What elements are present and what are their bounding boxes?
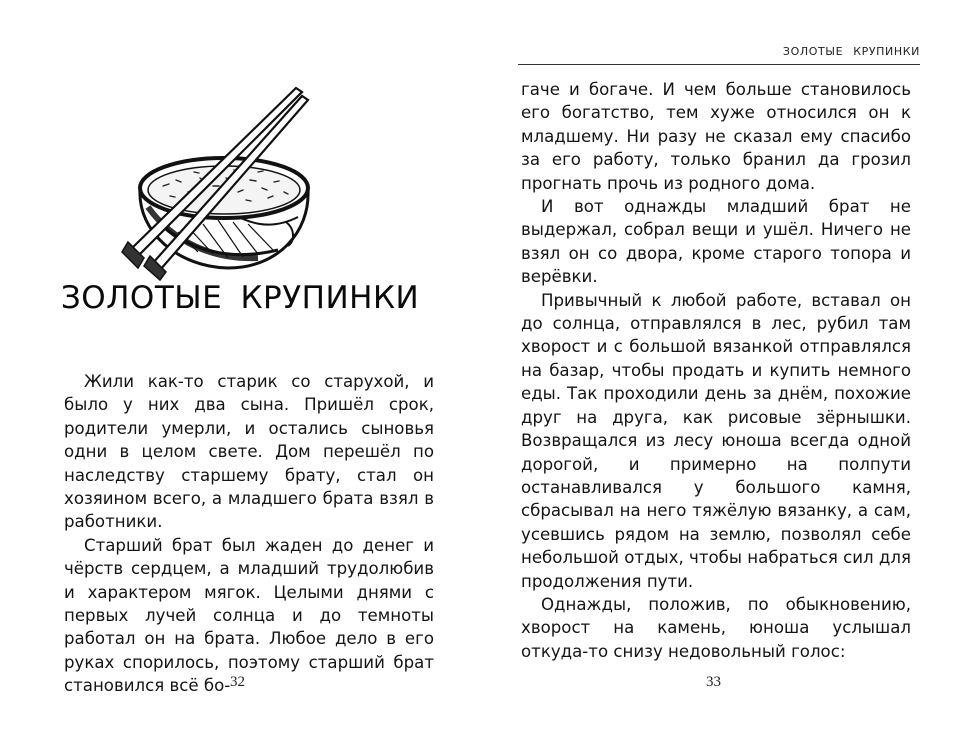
paragraph: Однажды, положив, по обыкновению, хворост на камень, юноша услышал откуда-то снизу недовольный голос: <box>521 594 911 661</box>
body-text-right <box>521 78 911 663</box>
right-page <box>480 0 960 730</box>
paragraph: Привычный к любой работе, вставал он до солнца, отправлялся в лес, рубил там хворост и с большой вязанкой отправлялся на базар, чтобы продать и купить немного еды. Так проходили день за днём, похожие друг на друга, как рисовые зёрнышки. Возвращался из лесу юноша всегда одной дорогой, и примерно на полпути останавливался у большого камня, сбрасывал на него тяжёлую вязанку, а сам, усевшись рядом на землю, позволял себе небольшой отдых, чтобы набраться сил для продолжения пути. <box>521 290 911 591</box>
chapter-title: ЗОЛОТЫЕ КРУПИНКИ <box>60 280 420 316</box>
paragraph: Старший брат был жаден до денег и чёрств сердцем, а младший трудолюбив и характером мягок. Целыми днями с первых лучей солнца и до темноты работал он на брата. Любое дело в его руках спорилось, поэтому старший брат становился всё бо- <box>64 535 434 696</box>
paragraph: гаче и богаче. И чем больше становилось его богатство, тем хуже относился он к младшему. Ни разу не сказал ему спасибо за его работу, только бранил да грозил прогнать прочь из родного дома. <box>521 80 911 193</box>
body-text-left <box>64 370 434 698</box>
page-number: 32 <box>230 674 245 690</box>
paragraph: Жили как-то старик со старухой, и было у них два сына. Пришёл срок, родители умерли, и остались сыновья одни в целом свете. Дом перешёл по наследству старшему брату, стал он хозяином всего, а младшего брата взял в работники. <box>64 372 434 532</box>
page-number: 33 <box>706 674 721 690</box>
paragraph: И вот однажды младший брат не выдержал, собрал вещи и ушёл. Ничего не взял он со двора, кроме старого топора и верёвки. <box>521 197 911 287</box>
running-head: ЗОЛОТЫЕ КРУПИНКИ <box>518 44 920 65</box>
rice-bowl-chopsticks-illustration <box>118 82 318 282</box>
